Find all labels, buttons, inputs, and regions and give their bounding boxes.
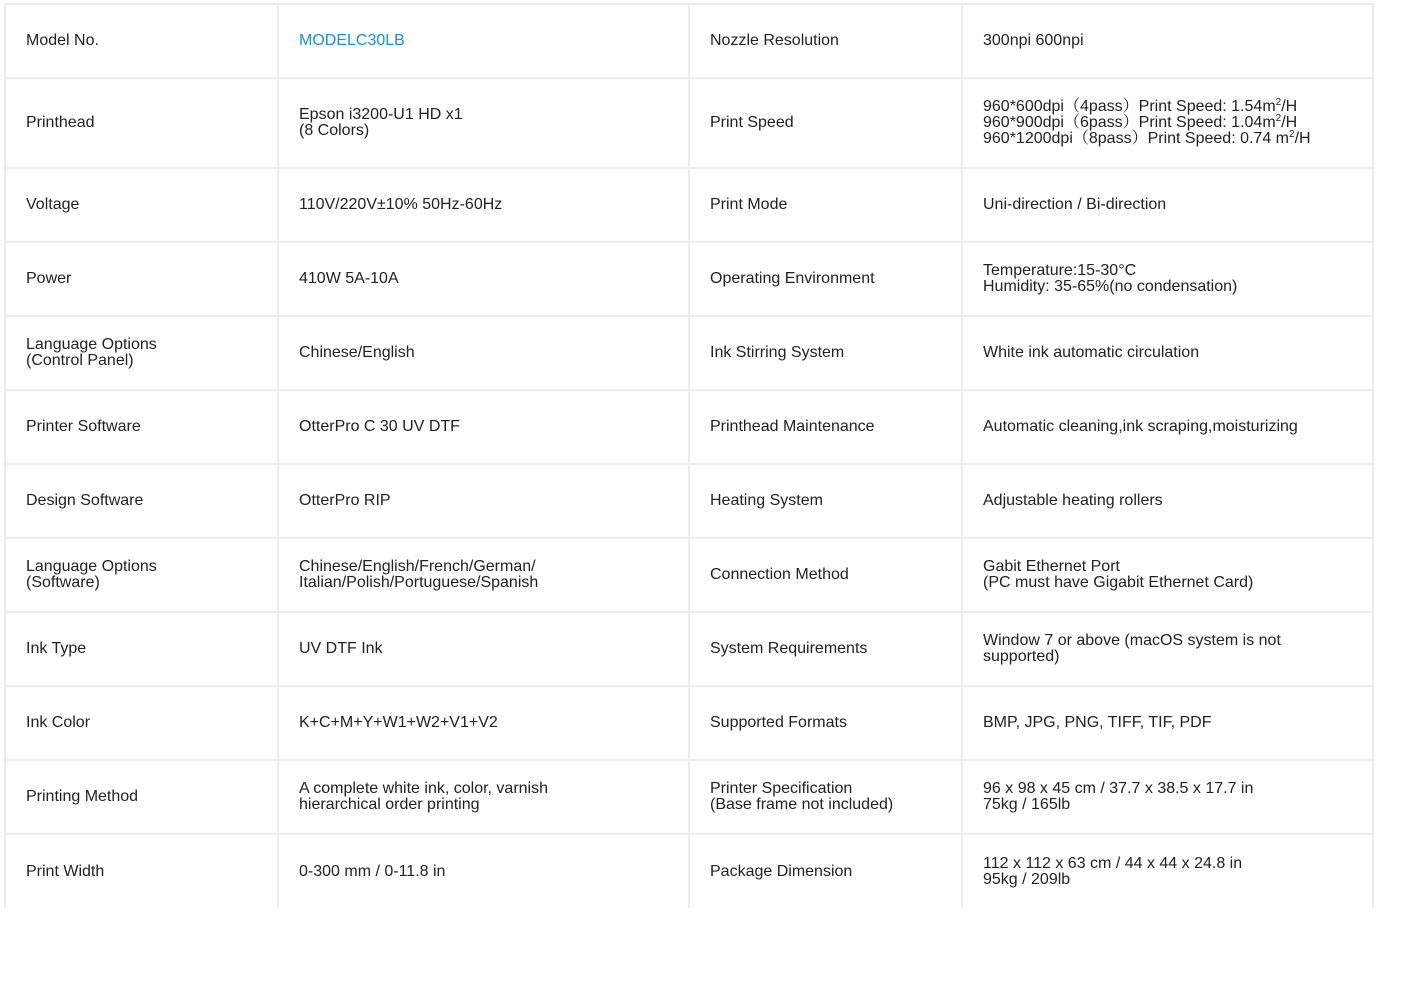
spec-label: Nozzle Resolution xyxy=(689,4,962,78)
table-row xyxy=(5,686,1373,760)
spec-value: Chinese/English xyxy=(278,316,689,390)
spec-label: Power xyxy=(5,242,278,316)
spec-value: Window 7 or above (macOS system is not supported) xyxy=(962,612,1373,686)
spec-value: Adjustable heating rollers xyxy=(962,464,1373,538)
print-speed-line: 960*600dpi（4pass）Print Speed: $1.54m^2/H$ xyxy=(983,97,1298,115)
spec-label: Supported Formats xyxy=(689,686,962,760)
table-row xyxy=(5,78,1373,168)
spec-value: Temperature:15-30°C Humidity: 35-65%(no condensation) xyxy=(962,242,1373,316)
spec-value: White ink automatic circulation xyxy=(962,316,1373,390)
spec-label: Print Width xyxy=(5,834,278,908)
spec-label: Print Speed xyxy=(689,78,962,168)
print-speed-line: 960*900dpi（6pass）Print Speed: $1.04m^2/H$ xyxy=(983,113,1298,131)
table-row xyxy=(5,4,1373,78)
spec-value: 96 x 98 x 45 cm / 37.7 x 38.5 x 17.7 in 75kg / 165lb xyxy=(962,760,1373,834)
spec-label: Design Software xyxy=(5,464,278,538)
spec-value: Gabit Ethernet Port (PC must have Gigabit Ethernet Card) xyxy=(962,538,1373,612)
spec-label: Printhead Maintenance xyxy=(689,390,962,464)
spec-label: Model No. xyxy=(5,4,278,78)
spec-value: Automatic cleaning,ink scraping,moisturizing xyxy=(962,390,1373,464)
table-row xyxy=(5,760,1373,834)
table-row xyxy=(5,390,1373,464)
spec-label: Language Options (Software) xyxy=(5,538,278,612)
spec-value: 0-300 mm / 0-11.8 in xyxy=(278,834,689,908)
table-row xyxy=(5,242,1373,316)
spec-value: Epson i3200-U1 HD x1 (8 Colors) xyxy=(278,78,689,168)
spec-label: Connection Method xyxy=(689,538,962,612)
spec-value: K+C+M+Y+W1+W2+V1+V2 xyxy=(278,686,689,760)
spec-value: OtterPro RIP xyxy=(278,464,689,538)
spec-value xyxy=(278,4,689,78)
spec-label: Printer Software xyxy=(5,390,278,464)
spec-label: Print Mode xyxy=(689,168,962,242)
spec-label: Printhead xyxy=(5,78,278,168)
model-number-link[interactable]: MODELC30LB xyxy=(299,32,405,49)
spec-label: Package Dimension xyxy=(689,834,962,908)
spec-label: Operating Environment xyxy=(689,242,962,316)
spec-value: 300npi 600npi xyxy=(962,4,1373,78)
spec-label: Heating System xyxy=(689,464,962,538)
spec-value: A complete white ink, color, varnish hierarchical order printing xyxy=(278,760,689,834)
spec-value: 110V/220V±10% 50Hz-60Hz xyxy=(278,168,689,242)
spec-label: Ink Stirring System xyxy=(689,316,962,390)
table-row xyxy=(5,464,1373,538)
spec-value: UV DTF Ink xyxy=(278,612,689,686)
spec-value: 410W 5A-10A xyxy=(278,242,689,316)
spec-value: 112 x 112 x 63 cm / 44 x 44 x 24.8 in 95kg / 209lb xyxy=(962,834,1373,908)
table-row xyxy=(5,168,1373,242)
spec-label: Language Options (Control Panel) xyxy=(5,316,278,390)
spec-label: Printing Method xyxy=(5,760,278,834)
spec-label: Voltage xyxy=(5,168,278,242)
table-row xyxy=(5,538,1373,612)
spec-value: Chinese/English/French/German/ Italian/Polish/Portuguese/Spanish xyxy=(278,538,689,612)
spec-label: Ink Color xyxy=(5,686,278,760)
spec-value: BMP, JPG, PNG, TIFF, TIF, PDF xyxy=(962,686,1373,760)
spec-table xyxy=(4,3,1374,908)
spec-label: Ink Type xyxy=(5,612,278,686)
spec-value: OtterPro C 30 UV DTF xyxy=(278,390,689,464)
spec-value: Uni-direction / Bi-direction xyxy=(962,168,1373,242)
table-row xyxy=(5,316,1373,390)
table-row xyxy=(5,834,1373,908)
table-row xyxy=(5,612,1373,686)
spec-label: System Requirements xyxy=(689,612,962,686)
spec-value xyxy=(962,78,1373,168)
spec-label: Printer Specification (Base frame not included) xyxy=(689,760,962,834)
print-speed-line: 960*1200dpi（8pass）Print Speed: 0.74 $m^2/H$ xyxy=(983,129,1311,147)
